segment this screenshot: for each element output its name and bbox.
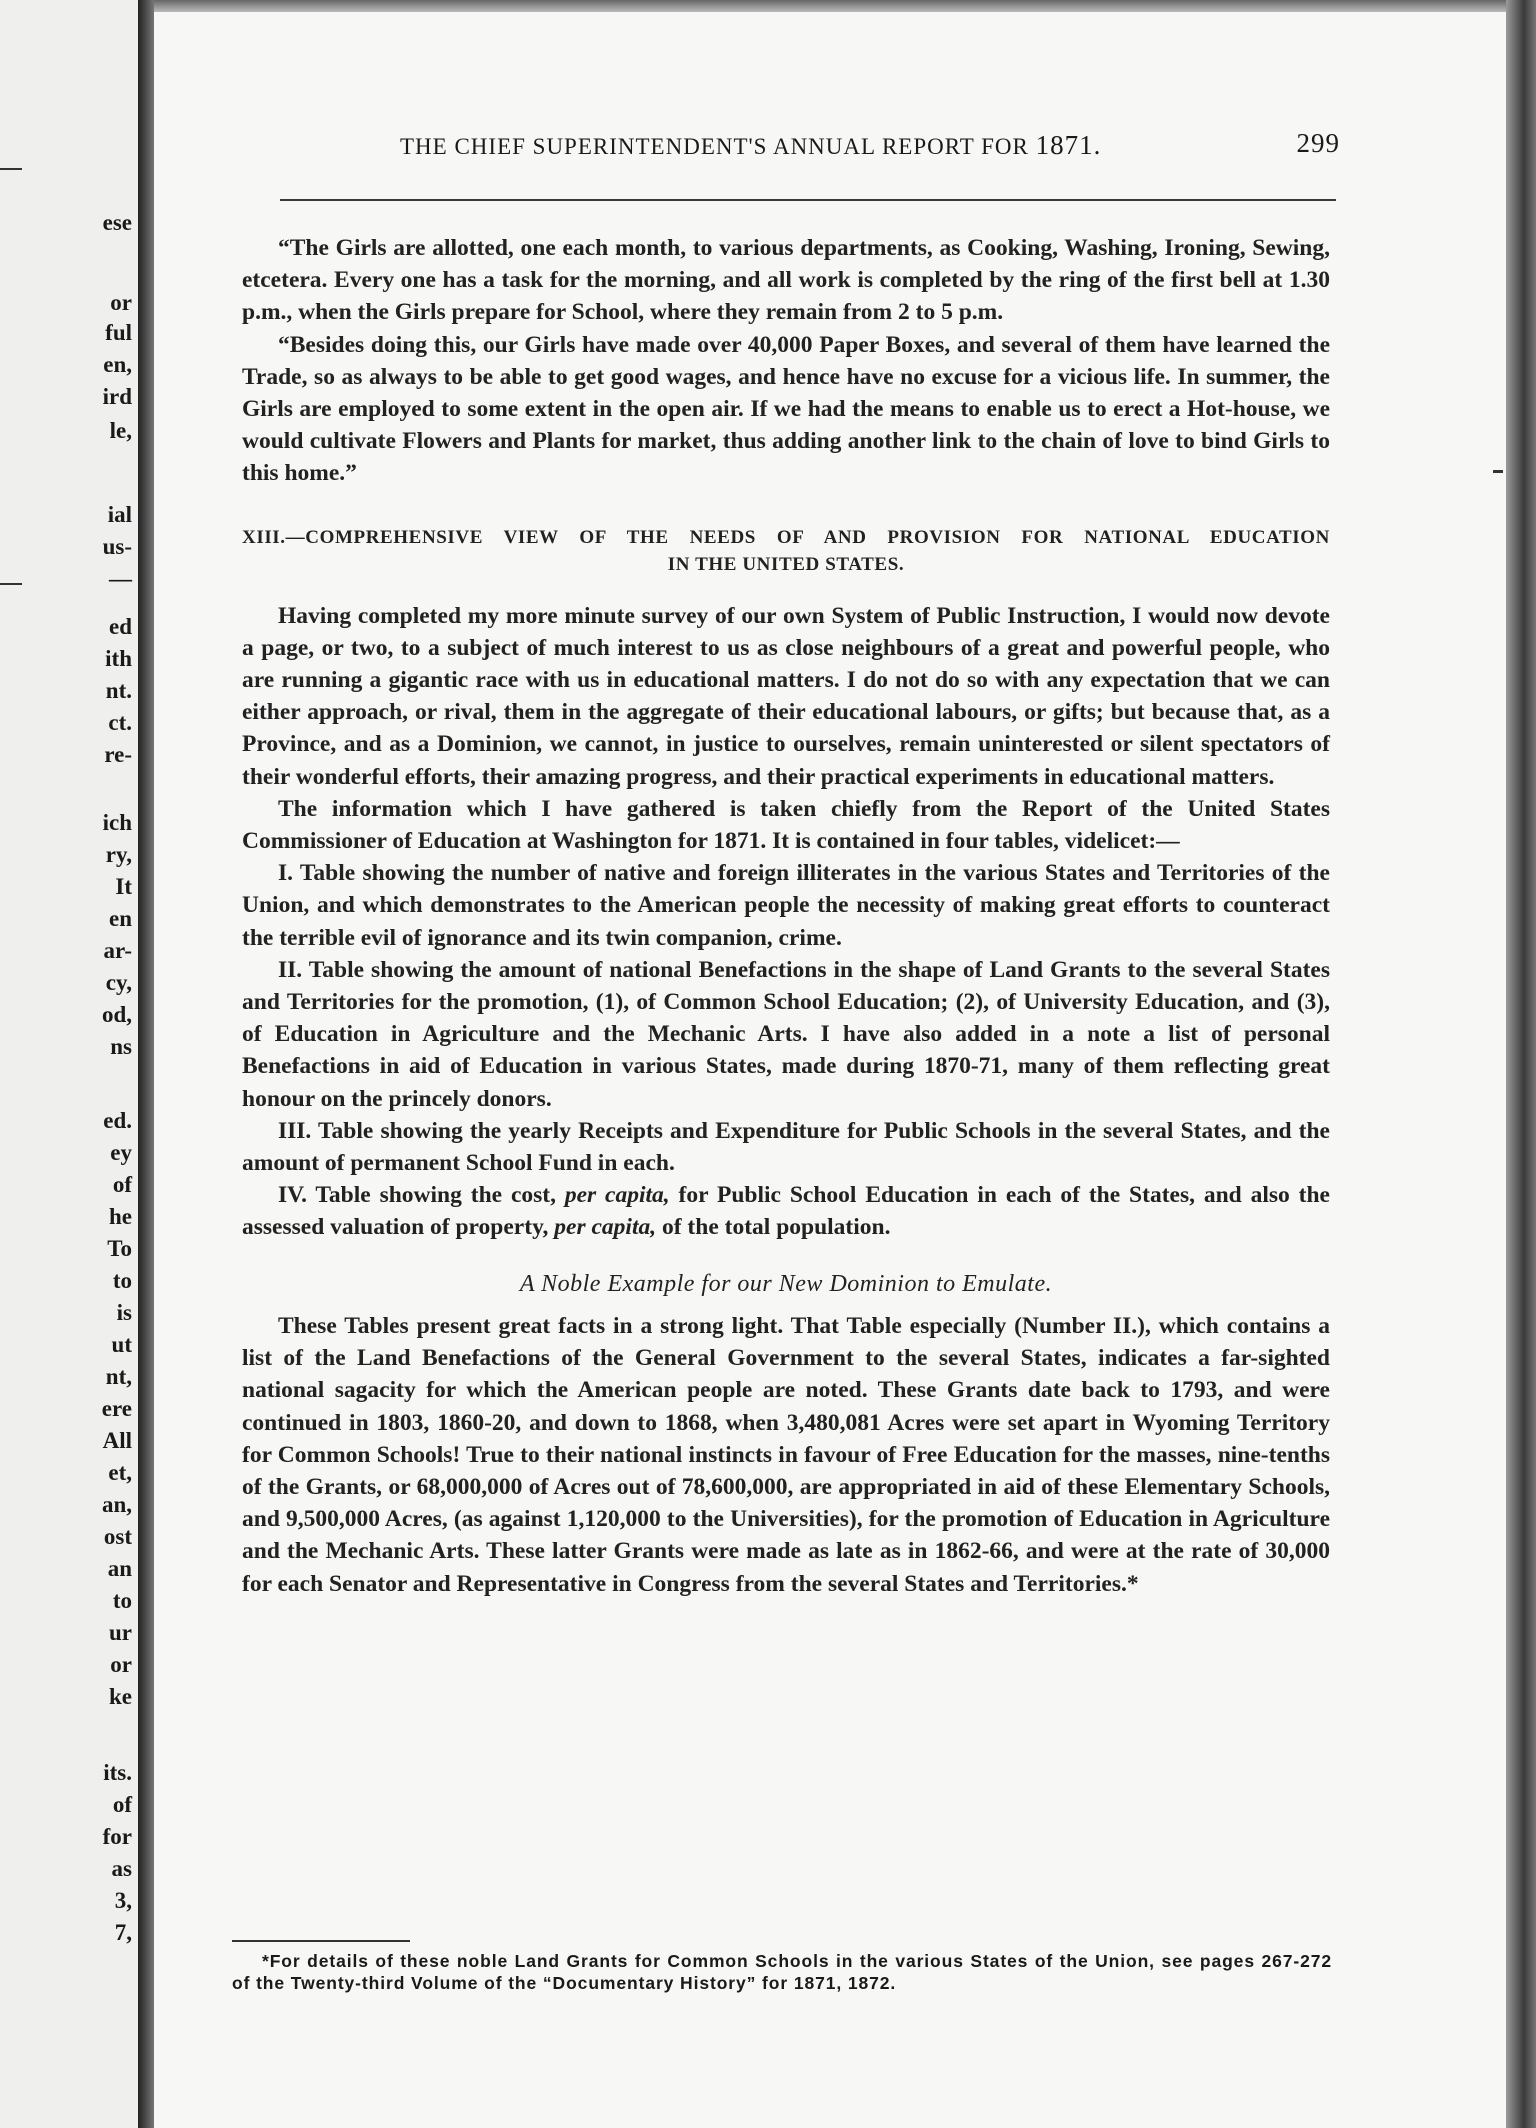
left-page-fragment: ey	[110, 1140, 132, 1165]
left-page-fragment: nt,	[105, 1364, 132, 1389]
left-page-fragment: ial	[107, 502, 132, 527]
left-page-fragment: ich	[102, 810, 132, 835]
left-page-fragment: ere	[101, 1396, 132, 1421]
table-item-3: III. Table showing the yearly Receipts and Expenditure for Public Schools in the several States, and the amount of permanent School Fund in each.	[242, 1117, 1330, 1177]
left-page-fragment: re-	[104, 742, 132, 767]
running-title-text: THE CHIEF SUPERINTENDENT'S ANNUAL REPORT FOR	[400, 134, 1029, 159]
left-page-fragment: an	[107, 1556, 132, 1581]
table-item-4-text-a: IV. Table showing the cost,	[278, 1182, 556, 1209]
book-gutter	[138, 0, 154, 2128]
page-top-edge	[154, 0, 1536, 12]
left-page-fragment: its.	[103, 1760, 132, 1785]
left-page-rule	[0, 583, 22, 585]
left-page-fragment: ost	[103, 1524, 132, 1549]
left-page-fragment: of	[112, 1792, 132, 1817]
left-page-fragment: ese	[102, 210, 132, 235]
subsection-paragraph: These Tables present great facts in a strong light. That Table especially (Number II.), which contains a list of the Land Benefactions of the General Government to the several States, indicates a far-sighted national sagacity for which the American people are noted. These Grants date back to 1793, and were continued in 1803, 1860-20, and down to 1868, when 3,480,081 Acres were set apart in Wyoming Territory for Common Schools! True to their national instincts in favour of Free Education for the masses, nine-tenths of the Grants, or 68,000,000 of Acres out of 78,600,000, are appropriated in aid of these Elementary Schools, and 9,500,000 Acres, (as against 1,120,000 to the Universities), for the promotion of Education in Agriculture and the Mechanic Arts. These latter Grants were made as late as in 1862-66, and were at the rate of 30,000 for each Senator and Representative in Congress from the several States and Territories.*	[242, 1312, 1330, 1597]
left-page-fragment: ed	[109, 614, 132, 639]
page-right-edge	[1506, 0, 1536, 2128]
left-page-fragment: is	[116, 1300, 132, 1325]
left-page-fragment: ith	[105, 646, 132, 671]
section-heading	[242, 524, 1330, 578]
left-page-fragment: en	[109, 906, 132, 931]
left-page-fragment: All	[102, 1428, 132, 1453]
left-page-fragment: ke	[109, 1684, 132, 1709]
table-item-1: I. Table showing the number of native and foreign illiterates in the various States and Territories of the Union, and which demonstrates to the American people the necessity of making great efforts to counteract the terrible evil of ignorance and its twin companion, crime.	[242, 860, 1330, 951]
footnote	[232, 1950, 1332, 1994]
left-page-fragment: ur	[109, 1620, 132, 1645]
left-page-fragment: or	[110, 1652, 132, 1677]
page-body	[242, 232, 1330, 1600]
left-page-fragment: to	[112, 1268, 132, 1293]
left-page-fragment: he	[109, 1204, 132, 1229]
footnote-text: *For details of these noble Land Grants for Common Schools in the various States of the Union, see pages 267-272 of the Twenty-third Volume of the “Documentary History” for 1871, 1872.	[232, 1951, 1332, 1993]
left-page-fragment: or	[110, 290, 132, 315]
table-item-4-italic-2: per capita,	[554, 1214, 657, 1241]
left-page-fragment: cy,	[105, 970, 132, 995]
running-title	[400, 130, 1101, 161]
quote-paragraph-2: “Besides doing this, our Girls have made over 40,000 Paper Boxes, and several of them have learned the Trade, so as always to be able to get good wages, and hence have no excuse for a vicious life. In summer, the Girls are employed to some extent in the open air. If we had the means to enable us to erect a Hot-house, we would cultivate Flowers and Plants for market, thus adding another link to the chain of love to bind Girls to this home.”	[242, 331, 1330, 487]
left-page-fragment: It	[115, 874, 132, 899]
left-page-fragment: an,	[101, 1492, 132, 1517]
left-page-fragment: of	[112, 1172, 132, 1197]
left-page-rule	[0, 168, 22, 170]
section-heading-line-2: IN THE UNITED STATES.	[667, 553, 905, 575]
running-title-year: 1871.	[1035, 130, 1102, 160]
subsection-heading: A Noble Example for our New Dominion to Emulate.	[519, 1270, 1053, 1297]
footnote-rule	[232, 1940, 410, 1942]
left-page-fragment: ird	[102, 384, 132, 409]
left-page-fragment: To	[107, 1236, 132, 1261]
left-page-fragment: as	[111, 1856, 132, 1881]
table-item-4-italic-1: per capita,	[564, 1182, 670, 1209]
left-page-fragment: nt.	[105, 678, 132, 703]
left-page-fragment: us-	[102, 534, 132, 559]
left-page-fragment: to	[112, 1588, 132, 1613]
left-page-fragment: le,	[109, 418, 132, 443]
left-page-fragment: en,	[103, 352, 132, 377]
section-heading-line-1: XIII.—COMPREHENSIVE VIEW OF THE NEEDS OF AND PROVISION FOR NATIONAL EDUCATION	[242, 526, 1330, 548]
table-item-2: II. Table showing the amount of national Benefactions in the shape of Land Grants to the several States and Territories for the promotion, (1), of Common School Education; (2), of University Education, and (3), of Education in Agriculture and the Mechanic Arts. I have also added in a note a list of personal Benefactions in aid of Education in various States, made during 1870-71, many of them reflecting great honour on the princely donors.	[242, 956, 1330, 1112]
left-page-fragment: ar-	[103, 938, 132, 963]
left-page-fragment: for	[102, 1824, 132, 1849]
header-rule	[280, 199, 1336, 201]
left-page-fragment: ful	[105, 320, 132, 345]
left-page-fragment: ry,	[105, 842, 132, 867]
section-paragraph-1: Having completed my more minute survey of our own System of Public Instruction, I would now devote a page, or two, to a subject of much interest to us as close neighbours of a great and powerful people, who are running a gigantic race with us in educational matters. I do not do so with any expectation that we can either approach, or rival, them in the aggregate of their educational labours, or gifts; but because that, as a Province, and as a Dominion, we cannot, in justice to ourselves, remain uninterested or silent spectators of their wonderful efforts, their amazing progress, and their practical experiments in educational matters.	[242, 602, 1330, 790]
left-page-fragment: ed.	[103, 1108, 132, 1133]
left-page-fragment: 7,	[114, 1920, 132, 1945]
page-number: 299	[1296, 128, 1340, 158]
table-item-4	[242, 1179, 1330, 1243]
left-page-fragment: ut	[111, 1332, 132, 1357]
section-paragraph-2: The information which I have gathered is taken chiefly from the Report of the United States Commissioner of Education at Washington for 1871. It is contained in four tables, videlicet:—	[242, 795, 1330, 855]
table-item-4-text-c: of the total population.	[661, 1214, 891, 1241]
left-page-fragment: et,	[108, 1460, 132, 1485]
left-page-fragment: od,	[101, 1002, 132, 1027]
left-page-fragment: —	[109, 566, 132, 591]
margin-mark	[1493, 470, 1503, 473]
quote-paragraph-1: “The Girls are allotted, one each month, to various departments, as Cooking, Washing, Ironing, Sewing, etcetera. Every one has a task for the morning, and all work is completed by the ring of the first bell at 1.30 p.m., when the Girls prepare for School, where they remain from 2 to 5 p.m.	[242, 235, 1330, 326]
left-page-fragment: ct.	[108, 710, 132, 735]
left-facing-page	[0, 0, 138, 2128]
table-item-4-text-b: for Public School Education in each of the States, and also the assessed valuation of property,	[242, 1182, 1330, 1241]
left-page-fragment: ns	[110, 1034, 132, 1059]
left-page-fragment: 3,	[114, 1888, 132, 1913]
